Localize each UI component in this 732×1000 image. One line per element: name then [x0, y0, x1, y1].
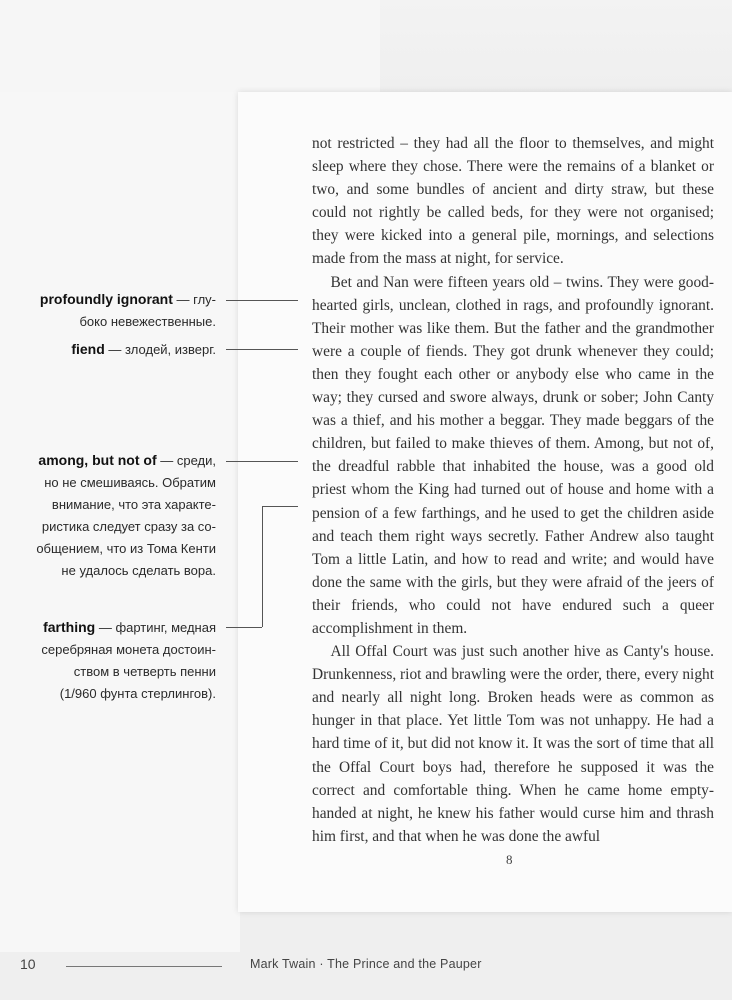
scan-page-number: 8 — [506, 852, 513, 867]
leader-line — [226, 300, 298, 301]
leader-line — [226, 461, 298, 462]
gloss-profoundly-ignorant: profoundly ignorant — глу- боко невежественные. — [39, 291, 216, 329]
gloss-term: fiend — [71, 341, 105, 357]
footer-rule — [66, 966, 222, 967]
paragraph-3: All Offal Court was just such another hive as Canty's house. Drunkenness, riot and brawling were the order, there, every night and nearly all night long. Broken heads were as common as hunger in that place. Yet little Tom was not unhappy. He had a hard time of it, but did not know it. It was the sort of time that all the Offal Court boys had, therefore he supposed it was the correct and comfortable thing. When he came home empty-handed at night, he knew his father would curse him and thrash him first, and that when he was done the awful — [312, 643, 714, 845]
gloss-farthing: farthing — фартинг, медная серебряная монета достоин- ством в четверть пенни (1/960 фунта стерлингов). — [41, 619, 216, 701]
running-title: Mark Twain · The Prince and the Pauper — [250, 957, 482, 971]
gloss-term: profoundly ignorant — [39, 291, 173, 307]
background-band — [0, 0, 380, 92]
paragraph-1: not restricted – they had all the floor to themselves, and might sleep where they chose. There were the remains of a blanket or two, and some bundles of ancient and dirty straw, but these could not rightly be called beds, for they were not organised; they were kicked into a general pile, mornings, and selections made from the mass at night, for service. — [312, 135, 714, 268]
leader-bracket — [262, 506, 263, 627]
leader-line — [262, 506, 298, 507]
page-number: 10 — [20, 956, 36, 972]
leader-line — [226, 349, 298, 350]
gloss-fiend: fiend — злодей, изверг. — [71, 341, 216, 357]
gloss-among-but-not-of: among, but not of — среди, но не смешиваясь. Обратим внимание, что эта характе- ристика следует сразу за со- общением, что из Тома Кенти не удалось сделать вора. — [36, 452, 216, 578]
gloss-term: farthing — [43, 619, 96, 635]
gloss-term: among, but not of — [38, 452, 157, 468]
paragraph-2: Bet and Nan were fifteen years old – twins. They were good-hearted girls, unclean, clothed in rags, and profoundly ignorant. Their mother was like them. But the father and the grandmother were a couple of fiends. They got drunk whenever they could; then they fought each other or anybody else who came in the way; they cursed and swore always, drunk or sober; John Canty was a thief, and his mother a beggar. They made beggars of the children, but failed to make thieves of them. Among, but not of, the dreadful rabble that inhabited the house, was a good old priest whom the King had turned out of house and home with a pension of a few farthings, and he used to get the children aside and teach them right ways secretly. Father Andrew also taught Tom a little Latin, and how to read and write; and would have done the same with the girls, but they were afraid of the jeers of their friends, who could not have endured such a queer accomplishment in them. — [312, 273, 714, 637]
scanned-book-text — [312, 132, 714, 848]
leader-line — [226, 627, 262, 628]
